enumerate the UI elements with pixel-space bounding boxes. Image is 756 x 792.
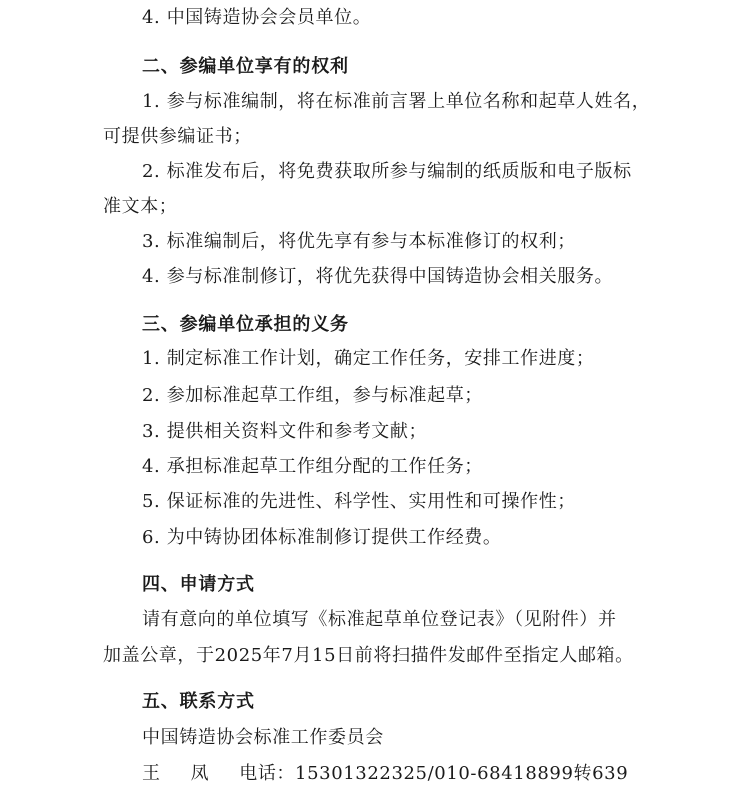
section3-item-6: 6. 为中铸协团体标准制修订提供工作经费。 bbox=[142, 527, 502, 548]
section2-item-4: 4. 参与标准制修订，将优先获得中国铸造协会相关服务。 bbox=[142, 266, 614, 287]
section3-item-1: 1. 制定标准工作计划，确定工作任务，安排工作进度； bbox=[142, 348, 595, 369]
contact-line bbox=[142, 762, 628, 786]
section1-item-4: 4. 中国铸造协会会员单位。 bbox=[142, 7, 372, 28]
section2-heading: 二、参编单位享有的权利 bbox=[142, 56, 349, 77]
contact-name-first: 王 bbox=[142, 763, 161, 784]
section2-item-1-line-1: 1. 参与标准编制，将在标准前言署上单位名称和起草人姓名， bbox=[142, 91, 651, 112]
section4-paragraph-line-2: 加盖公章，于2025年7月15日前将扫描件发邮件至指定人邮箱。 bbox=[103, 645, 634, 666]
section3-item-5: 5. 保证标准的先进性、科学性、实用性和可操作性； bbox=[142, 491, 576, 512]
section2-item-2-line-2: 准文本； bbox=[103, 196, 178, 217]
contact-name-second: 凤 bbox=[190, 763, 210, 784]
section3-heading: 三、参编单位承担的义务 bbox=[142, 314, 349, 335]
section2-item-1-line-2: 可提供参编证书； bbox=[103, 126, 252, 147]
section3-item-2: 2. 参加标准起草工作组，参与标准起草； bbox=[142, 385, 483, 406]
section3-item-4: 4. 承担标准起草工作组分配的工作任务； bbox=[142, 456, 483, 477]
section3-item-3: 3. 提供相关资料文件和参考文献； bbox=[142, 421, 428, 442]
section4-heading: 四、申请方式 bbox=[142, 574, 255, 595]
section2-item-3: 3. 标准编制后，将优先享有参与本标准修订的权利； bbox=[142, 231, 576, 252]
section2-item-2-line-1: 2. 标准发布后，将免费获取所参与编制的纸质版和电子版标 bbox=[142, 161, 632, 182]
section5-heading: 五、联系方式 bbox=[142, 691, 255, 712]
section4-paragraph-line-1: 请有意向的单位填写《标准起草单位登记表》（见附件）并 bbox=[142, 609, 617, 630]
contact-phone: 15301322325/010-68418899转639 bbox=[295, 763, 629, 784]
contact-phone-label: 电话： bbox=[239, 763, 296, 784]
contact-organization: 中国铸造协会标准工作委员会 bbox=[142, 727, 384, 748]
